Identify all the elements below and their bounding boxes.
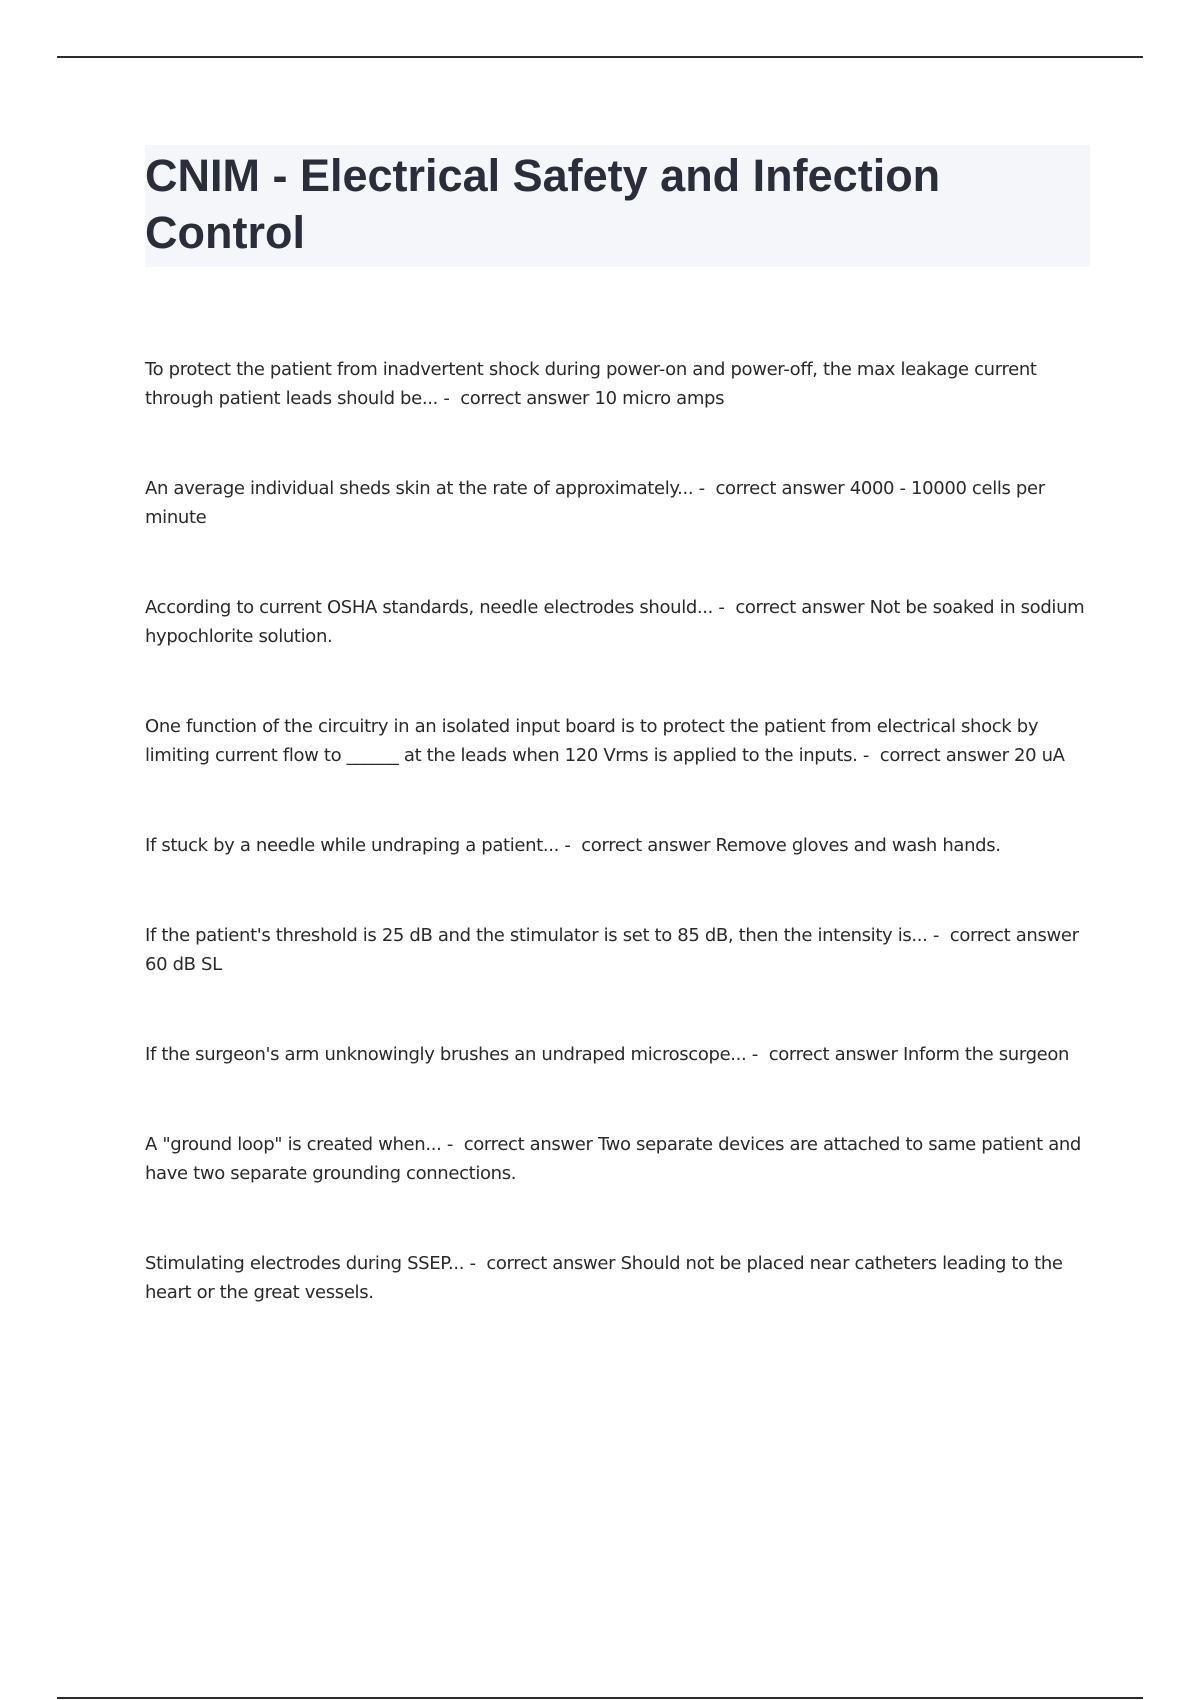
answer-prefix: correct answer — [949, 925, 1079, 946]
answer-prefix: correct answer — [768, 1044, 898, 1065]
qa-item: To protect the patient from inadvertent shock during power-on and power-off, the max leakage current through patient leads should be... - correct answer 10 micro amps — [145, 359, 1037, 409]
qa-item: An average individual sheds skin at the rate of approximately... - correct answer 4000 - 10000 cells per minute — [145, 478, 1045, 528]
answer-text: Two separate devices are attached to same patient and have two separate grounding connections. — [145, 1134, 1082, 1184]
qa-item: If stuck by a needle while undraping a patient... - correct answer Remove gloves and wash hands. — [145, 835, 1001, 856]
answer-text: Remove gloves and wash hands. — [715, 835, 1001, 856]
answer-text: Inform the surgeon — [902, 1044, 1070, 1065]
answer-text: 20 uA — [1014, 745, 1065, 766]
question-text: One function of the circuitry in an isolated input board is to protect the patient from electrical shock by limiting current flow to ______ at the leads when 120 Vrms is applied to the inputs. — [145, 716, 1039, 766]
qa-list — [145, 355, 1090, 1307]
title-banner — [145, 145, 1090, 267]
answer-text: 4000 - 10000 cells per minute — [145, 478, 1045, 528]
answer-text: Should not be placed near catheters leading to the heart or the great vessels. — [145, 1253, 1063, 1303]
answer-text: 60 dB SL — [145, 954, 222, 975]
question-text: To protect the patient from inadvertent shock during power-on and power-off, the max leakage current through patient leads should be... — [145, 359, 1037, 409]
answer-prefix: correct answer — [581, 835, 711, 856]
bottom-rule — [57, 1697, 1143, 1699]
answer-text: 10 micro amps — [594, 388, 725, 409]
page-content — [145, 145, 1090, 1368]
answer-prefix: correct answer — [463, 1134, 593, 1155]
answer-prefix: correct answer — [486, 1253, 616, 1274]
answer-prefix: correct answer — [735, 597, 865, 618]
page-title: CNIM - Electrical Safety and Infection Control — [145, 150, 941, 258]
qa-item: One function of the circuitry in an isolated input board is to protect the patient from electrical shock by limiting current flow to ______ at the leads when 120 Vrms is applied to the inputs. - correct answer 20 uA — [145, 716, 1065, 766]
answer-text: Not be soaked in sodium hypochlorite solution. — [145, 597, 1085, 647]
question-text: An average individual sheds skin at the rate of approximately... — [145, 478, 694, 499]
qa-item: A "ground loop" is created when... - correct answer Two separate devices are attached to same patient and have two separate grounding connections. — [145, 1134, 1082, 1184]
answer-prefix: correct answer — [715, 478, 845, 499]
qa-item: If the surgeon's arm unknowingly brushes an undraped microscope... - correct answer Inform the surgeon — [145, 1044, 1070, 1065]
question-text: If the patient's threshold is 25 dB and the stimulator is set to 85 dB, then the intensity is... — [145, 925, 928, 946]
qa-item: If the patient's threshold is 25 dB and the stimulator is set to 85 dB, then the intensity is... - correct answer 60 dB SL — [145, 925, 1079, 975]
question-text: A "ground loop" is created when... — [145, 1134, 442, 1155]
top-rule — [57, 56, 1143, 58]
qa-item: Stimulating electrodes during SSEP... - correct answer Should not be placed near catheters leading to the heart or the great vessels. — [145, 1253, 1063, 1303]
qa-item: According to current OSHA standards, needle electrodes should... - correct answer Not be soaked in sodium hypochlorite solution. — [145, 597, 1085, 647]
answer-prefix: correct answer — [460, 388, 590, 409]
question-text: Stimulating electrodes during SSEP... — [145, 1253, 465, 1274]
question-text: According to current OSHA standards, needle electrodes should... — [145, 597, 714, 618]
question-text: If stuck by a needle while undraping a patient... — [145, 835, 559, 856]
answer-prefix: correct answer — [879, 745, 1009, 766]
question-text: If the surgeon's arm unknowingly brushes an undraped microscope... — [145, 1044, 747, 1065]
